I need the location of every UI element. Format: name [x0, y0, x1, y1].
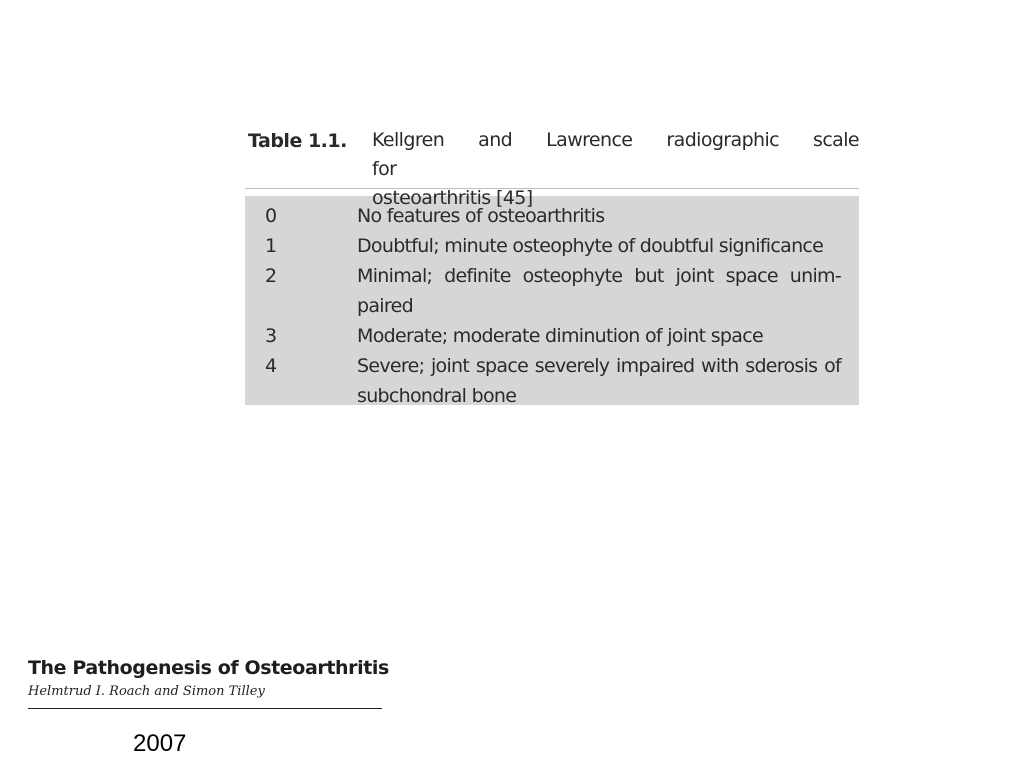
description-cell: Doubtful; minute osteophyte of doubtful significance [357, 235, 824, 257]
table-row [245, 261, 859, 321]
publication-year: 2007 [133, 730, 187, 757]
description-cell: Minimal; definite osteophyte but joint space unim-paired [357, 265, 841, 317]
book-authors: Helmtrud I. Roach and Simon Tilley [28, 684, 265, 699]
description-cell: No features of osteoarthritis [357, 205, 605, 227]
table-row [245, 201, 859, 231]
description-cell: Severe; joint space severely impaired with sderosis of subchondral bone [357, 355, 841, 407]
table-caption-line2: osteoarthritis [45] [372, 187, 533, 209]
grade-cell: 2 [265, 265, 278, 287]
book-citation [28, 654, 389, 709]
table-caption-text [372, 126, 859, 213]
description-cell: Moderate; moderate diminution of joint space [357, 325, 763, 347]
table-body [245, 196, 859, 405]
table-label: Table 1.1. [248, 130, 347, 152]
grade-cell: 4 [265, 355, 278, 377]
table-caption-line1: Kellgren and Lawrence radiographic scale for [372, 129, 859, 180]
table-row [245, 321, 859, 351]
grade-cell: 1 [265, 235, 278, 257]
table-row [245, 231, 859, 261]
table-figure [245, 126, 859, 405]
grade-cell: 0 [265, 205, 278, 227]
grade-cell: 3 [265, 325, 278, 347]
book-title: The Pathogenesis of Osteoarthritis [28, 657, 389, 679]
table-caption [245, 126, 859, 209]
table-row [245, 351, 859, 411]
citation-underline [28, 708, 382, 709]
